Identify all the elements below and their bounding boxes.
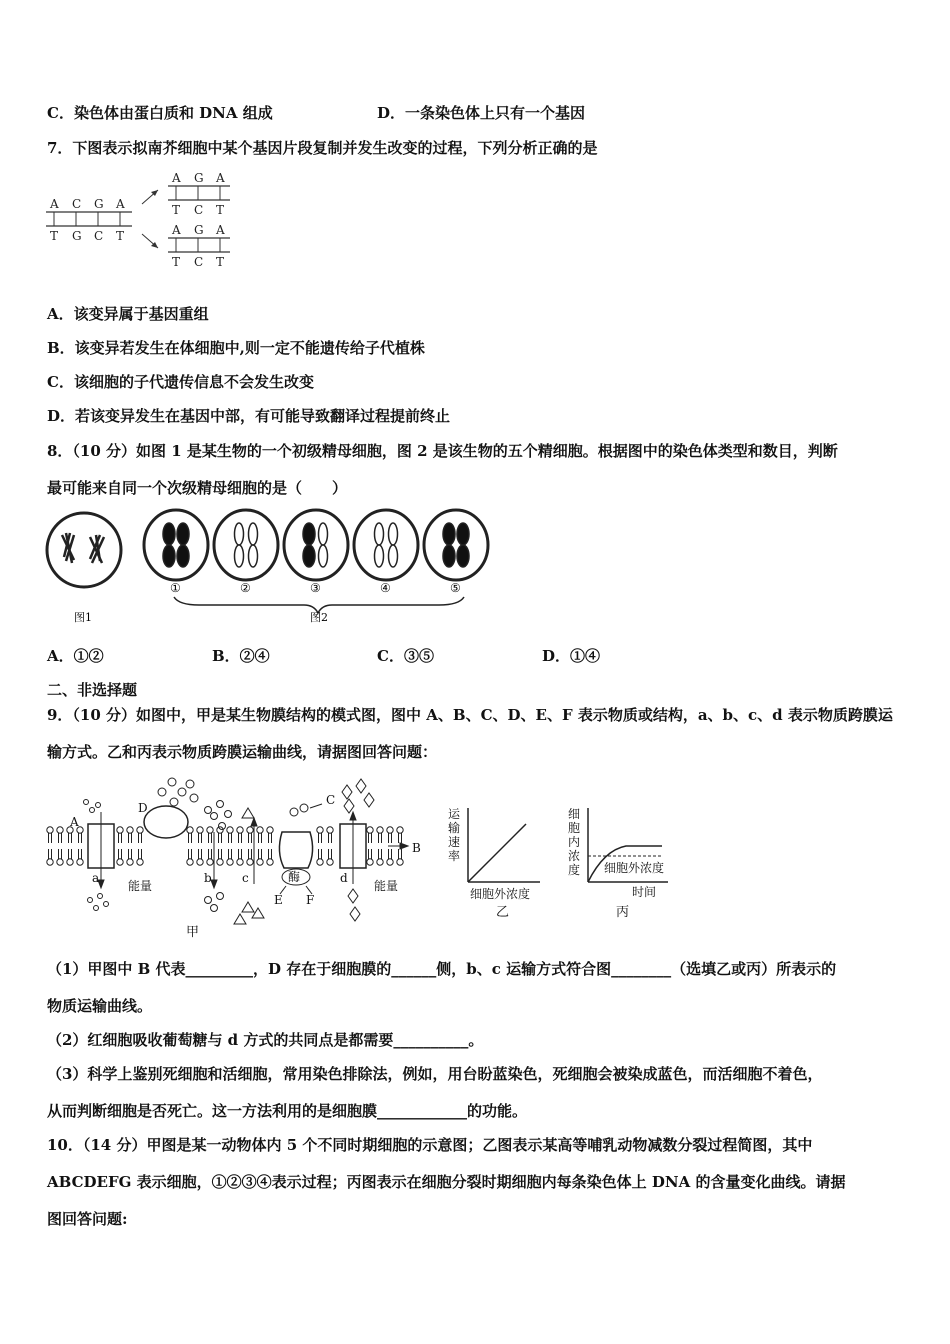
lipid-head — [327, 859, 333, 865]
lipid-head — [57, 859, 63, 865]
lipid-head — [117, 859, 123, 865]
lipid-head — [197, 827, 203, 833]
q9-stem-line2: 输方式。乙和丙表示物质跨膜运输曲线，请据图回答问题： — [47, 743, 438, 761]
spermatocyte-figure — [44, 505, 504, 627]
dna-replication-figure — [44, 168, 244, 274]
bot-top-base-2: G — [194, 223, 204, 237]
q9-stem-line1: 9．（10 分）如图中，甲是某生物膜结构的模式图，图中 A、B、C、D、E、F 表示物质或结构，a、b、c、d 表示物质跨膜运 — [47, 706, 893, 724]
lipid-head — [197, 859, 203, 865]
lipid-head — [47, 859, 53, 865]
lipid-head — [217, 859, 223, 865]
lipid-head — [57, 827, 63, 833]
lipid-head — [267, 859, 273, 865]
chromosome-arm — [235, 523, 244, 545]
q8-stem-line1: 8．（10 分）如图 1 是某生物的一个初级精母细胞，图 2 是该生物的五个精细胞。根据图中的染色体类型和数目，判断 — [47, 442, 838, 460]
lipid-head — [217, 827, 223, 833]
lipid-head — [387, 827, 393, 833]
chromosome-arm — [457, 523, 469, 545]
bing-ylabel-3: 内 — [568, 835, 581, 849]
label-d-lower: d — [340, 871, 348, 885]
yi-ylabel-1: 运 — [448, 807, 461, 821]
q9-part3-line1: （3）科学上鉴别死细胞和活细胞，常用染色排除法，例如，用台盼蓝染色，死细胞会被染成蓝色，而活细胞不着色， — [47, 1065, 823, 1083]
q8-option-d: D．①④ — [542, 647, 601, 665]
label-e-upper: E — [274, 893, 283, 907]
chromosome-arm — [389, 545, 398, 567]
sperm-cell-5 — [424, 510, 488, 580]
lipid-head — [127, 859, 133, 865]
bot-bottom-base-3: T — [216, 255, 225, 269]
label-d-upper: D — [138, 801, 148, 815]
lipid-head — [377, 859, 383, 865]
lipid-head — [367, 859, 373, 865]
top-top-base-3: A — [216, 171, 225, 185]
label-b-upper: B — [412, 841, 421, 855]
chromosome-arm — [375, 545, 384, 567]
label-c-lower: c — [242, 871, 249, 885]
lipid-head — [227, 827, 233, 833]
chromosome-arm — [389, 523, 398, 545]
lipid-head — [257, 859, 263, 865]
yi-xlabel: 细胞外浓度 — [470, 887, 531, 901]
q9-part2: （2）红细胞吸收葡萄糖与 d 方式的共同点是都需要__________。 — [47, 1031, 484, 1049]
lipid-head — [137, 859, 143, 865]
cell-label-3: ③ — [310, 581, 321, 595]
cell-label-1: ① — [170, 581, 181, 595]
lipid-head — [117, 827, 123, 833]
chromosome-arm — [443, 523, 455, 545]
lipid-head — [247, 827, 253, 833]
q10-line2: ABCDEFG 表示细胞，①②③④表示过程；丙图表示在细胞分裂时期细胞内每条染色体上 DNA 的含量变化曲线。请据 — [47, 1173, 846, 1191]
chromosome-arm — [457, 545, 469, 567]
q10-line3: 图回答问题: — [47, 1210, 128, 1228]
bot-bottom-base-1: T — [172, 255, 181, 269]
lipid-head — [367, 827, 373, 833]
chromosome-arm — [235, 545, 244, 567]
left-top-base-2: C — [72, 197, 82, 211]
label-a-lower: a — [92, 871, 100, 885]
yi-ylabel-4: 率 — [448, 849, 461, 863]
q8-stem-line2: 最可能来自同一个次级精母细胞的是（ ） — [47, 479, 348, 497]
fig2-caption: 图2 — [310, 611, 328, 624]
lipid-head — [397, 859, 403, 865]
lipid-head — [187, 827, 193, 833]
membrane-figure — [44, 772, 434, 940]
sperm-cell-1 — [144, 510, 208, 580]
transport-curve-bing — [560, 800, 690, 920]
yi-ylabel-3: 速 — [448, 835, 461, 849]
figure-caption-bing: 丙 — [616, 905, 630, 920]
chromosome-arm — [177, 545, 189, 567]
lipid-head — [317, 859, 323, 865]
q7-option-a: A．该变异属于基因重组 — [47, 305, 209, 323]
cell-label-4: ④ — [380, 581, 391, 595]
lipid-head — [127, 827, 133, 833]
lipid-head — [247, 859, 253, 865]
bing-dashed-label: 细胞外浓度 — [604, 861, 665, 875]
q9-part3-line2: 从而判断细胞是否死亡。这一方法利用的是细胞膜____________的功能。 — [47, 1102, 528, 1120]
energy-label-1: 能量 — [128, 879, 153, 893]
left-top-base-1: A — [50, 197, 59, 211]
q7-stem: 7．下图表示拟南芥细胞中某个基因片段复制并发生改变的过程，下列分析正确的是 — [47, 139, 598, 157]
lipid-head — [267, 827, 273, 833]
bot-bottom-base-2: C — [194, 255, 204, 269]
chromosome-arm — [249, 545, 258, 567]
left-bottom-base-2: G — [72, 229, 82, 243]
q8-option-c: C．③⑤ — [377, 647, 434, 665]
top-top-base-2: G — [194, 171, 204, 185]
figure-caption-yi: 乙 — [496, 905, 510, 920]
top-top-base-1: A — [172, 171, 181, 185]
chromosome-arm — [163, 523, 175, 545]
lipid-head — [47, 827, 53, 833]
figure-caption-jia: 甲 — [186, 925, 200, 940]
lipid-head — [137, 827, 143, 833]
lipid-head — [387, 859, 393, 865]
q9-part1-line1: （1）甲图中 B 代表_________，D 存在于细胞膜的______侧，b、c 运输方式符合图________（选填乙或丙）所表示的 — [47, 960, 837, 978]
top-bottom-base-3: T — [216, 203, 225, 217]
lipid-head — [327, 827, 333, 833]
fig1-caption: 图1 — [74, 611, 92, 624]
lipid-head — [207, 827, 213, 833]
top-bottom-base-2: C — [194, 203, 204, 217]
bot-top-base-3: A — [216, 223, 225, 237]
sperm-cell-4 — [354, 510, 418, 580]
q10-line1: 10．（14 分）甲图是某一动物体内 5 个不同时期细胞的示意图；乙图表示某高等哺乳动物减数分裂过程简图，其中 — [47, 1136, 813, 1154]
label-f-upper: F — [306, 893, 315, 907]
q7-option-b: B．该变异若发生在体细胞中,则一定不能遗传给子代植株 — [47, 339, 425, 357]
left-bottom-base-3: C — [94, 229, 104, 243]
bing-ylabel-2: 胞 — [568, 821, 581, 835]
sperm-cell-3 — [284, 510, 348, 580]
lipid-head — [317, 827, 323, 833]
chromosome-arm — [319, 545, 328, 567]
bot-top-base-1: A — [172, 223, 181, 237]
left-bottom-base-4: T — [116, 229, 125, 243]
cell-label-5: ⑤ — [450, 581, 461, 595]
lipid-head — [67, 859, 73, 865]
energy-label-2: 能量 — [374, 879, 399, 893]
q8-option-a: A．①② — [47, 647, 104, 665]
lipid-head — [77, 859, 83, 865]
bing-ylabel-1: 细 — [568, 807, 581, 821]
chromosome-arm — [163, 545, 175, 567]
chromosome-arm — [375, 523, 384, 545]
sperm-cell-2 — [214, 510, 278, 580]
chromosome-arm — [177, 523, 189, 545]
lipid-head — [257, 827, 263, 833]
section-title: 二、非选择题 — [47, 681, 138, 699]
lipid-head — [397, 827, 403, 833]
chromosome-arm — [303, 523, 315, 545]
bing-xlabel: 时间 — [632, 885, 657, 899]
lipid-head — [237, 827, 243, 833]
bing-ylabel-5: 度 — [568, 863, 581, 877]
q9-part1-line2: 物质运输曲线。 — [47, 997, 153, 1015]
lipid-head — [237, 859, 243, 865]
q8-option-b: B．②④ — [212, 647, 270, 665]
label-a-upper: A — [70, 815, 79, 829]
label-b-lower: b — [204, 871, 212, 885]
label-c-upper: C — [326, 793, 336, 807]
left-top-base-4: A — [116, 197, 125, 211]
chromosome-arm — [443, 545, 455, 567]
top-bottom-base-1: T — [172, 203, 181, 217]
yi-ylabel-2: 输 — [448, 821, 461, 835]
q7-option-c: C．该细胞的子代遗传信息不会发生改变 — [47, 373, 314, 391]
q7-option-d: D．若该变异发生在基因中部，有可能导致翻译过程提前终止 — [47, 407, 451, 425]
left-bottom-base-1: T — [50, 229, 59, 243]
cell-label-2: ② — [240, 581, 251, 595]
left-top-base-3: G — [94, 197, 104, 211]
lipid-head — [207, 859, 213, 865]
q6-option-c: C．染色体由蛋白质和 DNA 组成 — [47, 104, 273, 122]
enzyme-label: 酶 — [288, 870, 301, 884]
lipid-head — [227, 859, 233, 865]
chromosome-arm — [319, 523, 328, 545]
bing-ylabel-4: 浓 — [568, 849, 581, 863]
lipid-head — [187, 859, 193, 865]
q6-option-d: D．一条染色体上只有一个基因 — [377, 104, 586, 122]
chromosome-arm — [249, 523, 258, 545]
chromosome-arm — [303, 545, 315, 567]
transport-curve-yi — [440, 800, 550, 920]
lipid-head — [377, 827, 383, 833]
